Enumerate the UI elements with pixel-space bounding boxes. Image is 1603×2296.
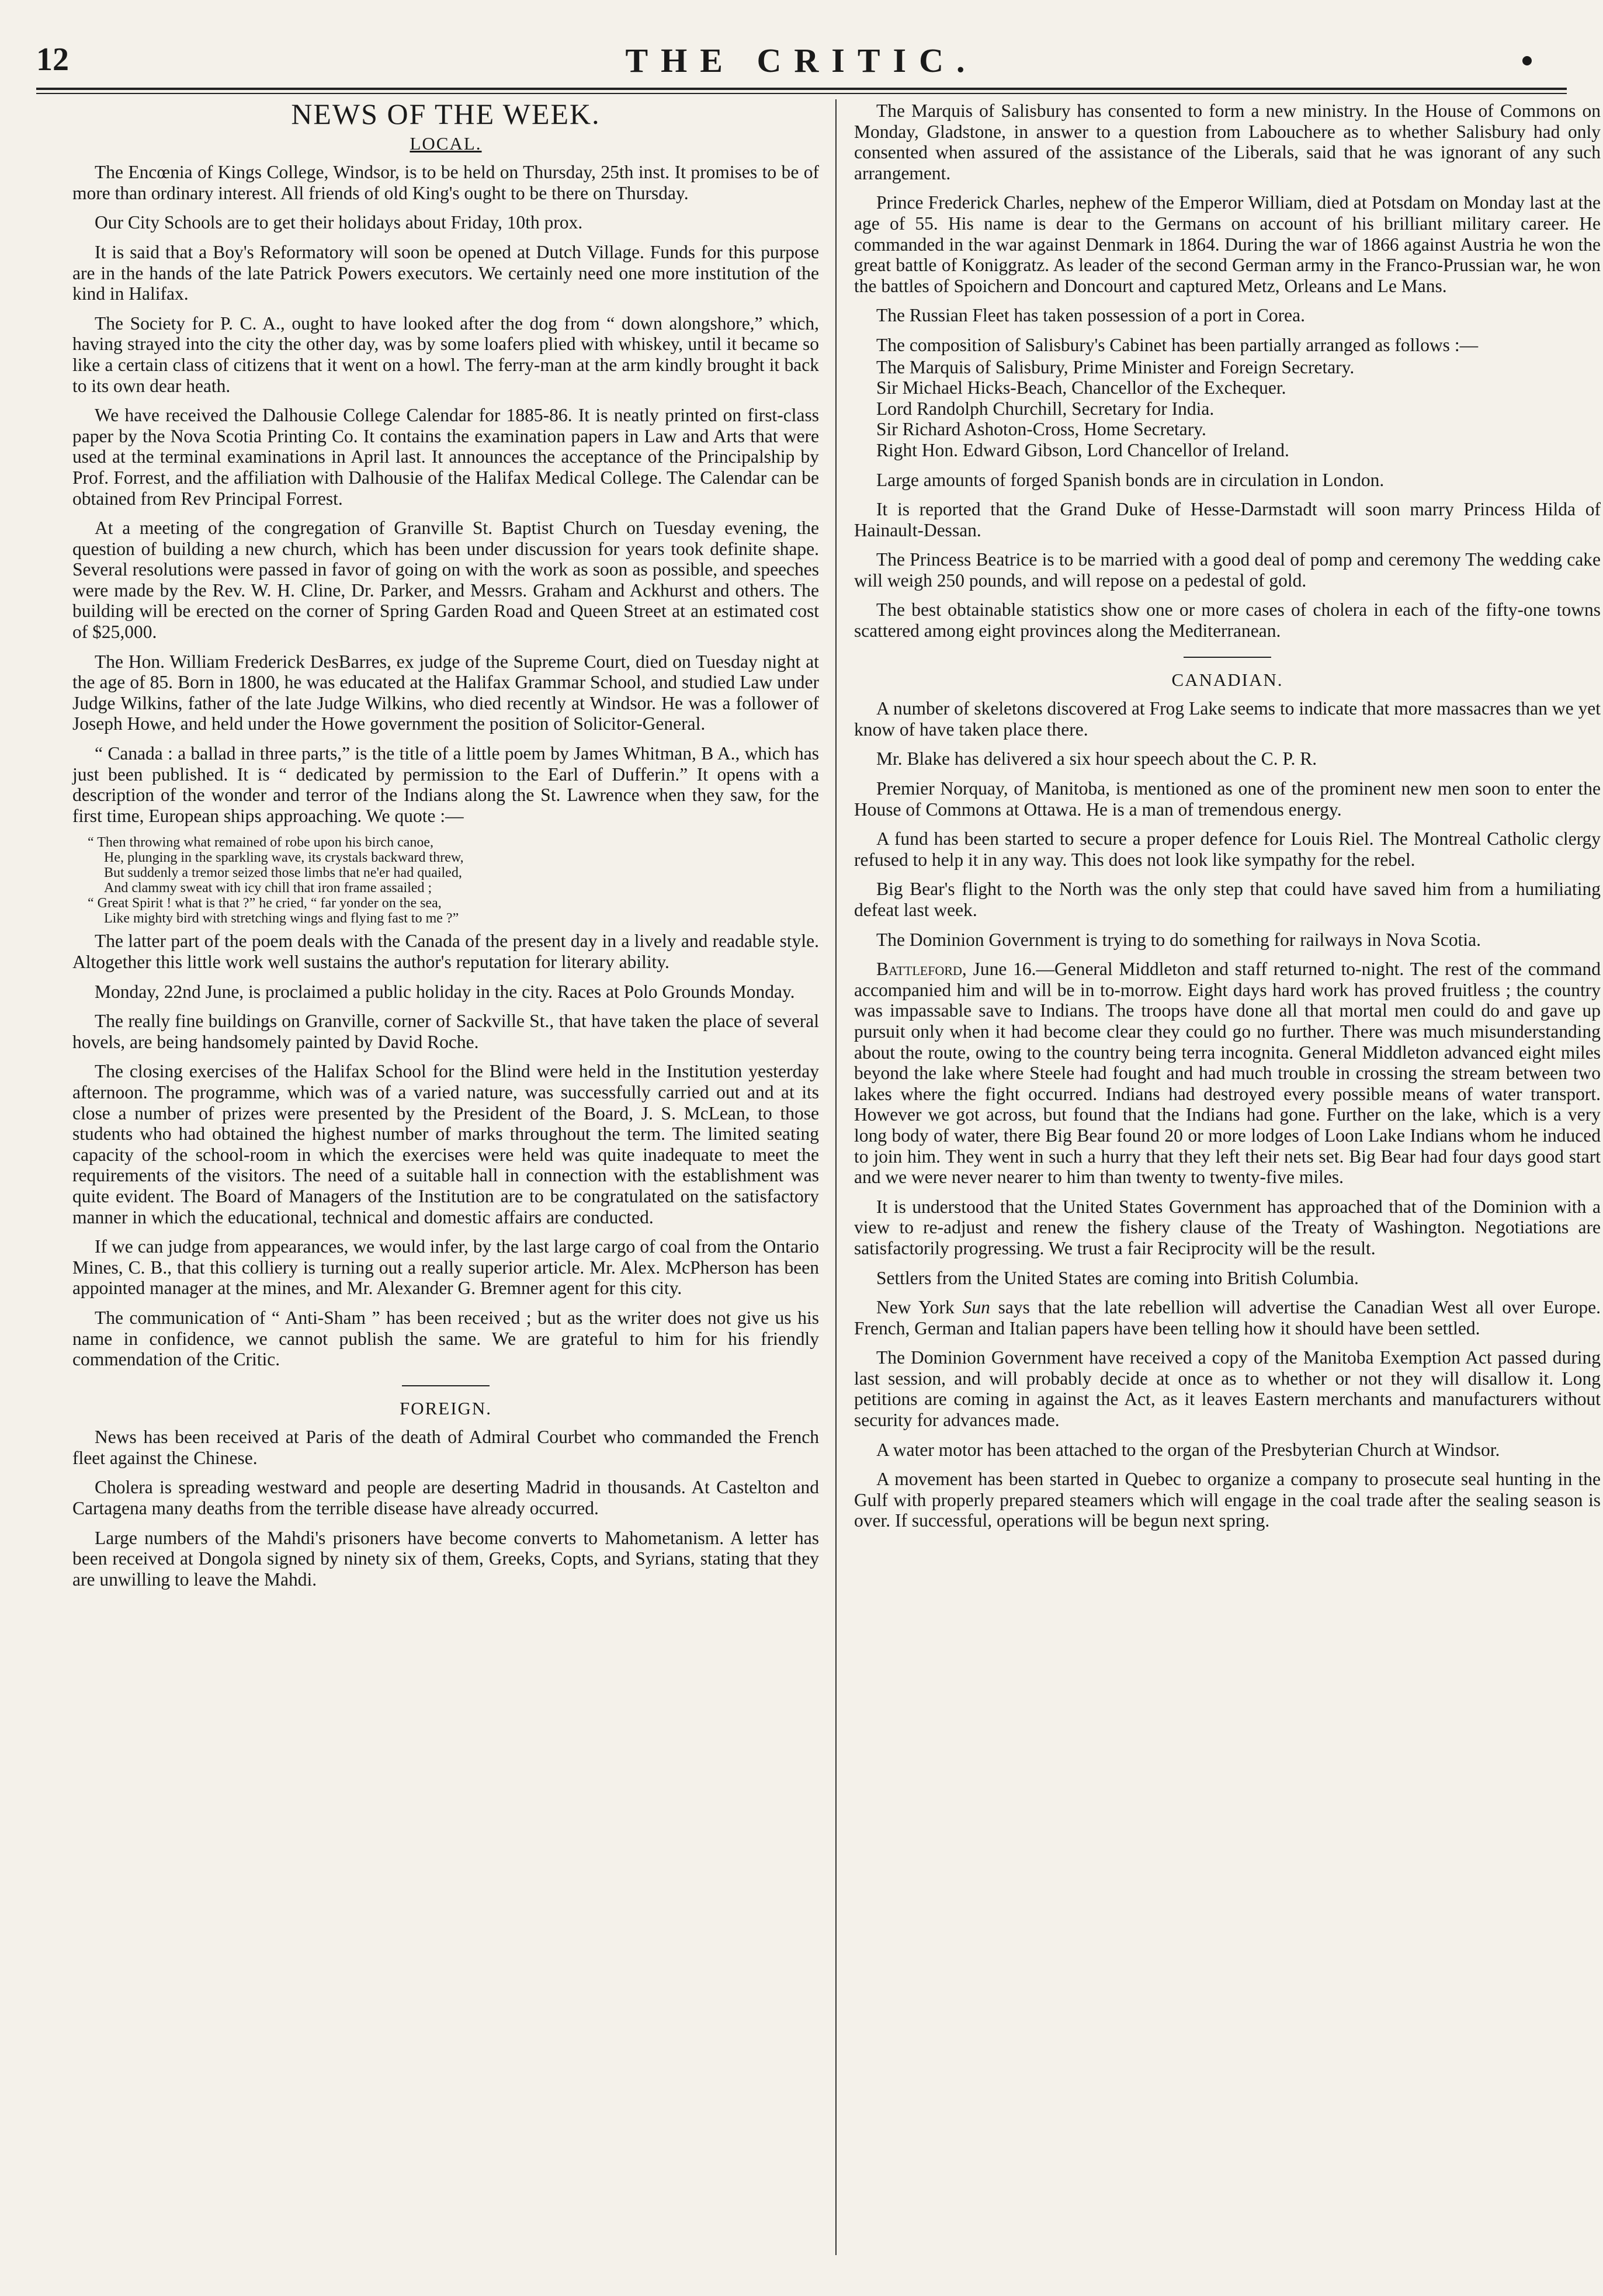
news-item: The Encœnia of Kings College, Windsor, is to be held on Thursday, 25th inst. It promises to be of more than ordinary interest. All friends of old King's ought to be there on Thursday. bbox=[72, 162, 819, 203]
canadian-heading: CANADIAN. bbox=[1171, 669, 1283, 690]
ny-sun-item bbox=[854, 1297, 1601, 1338]
verse-line: And clammy sweat with icy chill that iron frame assailed ; bbox=[104, 880, 432, 896]
news-item: The Marquis of Salisbury has consented to form a new ministry. In the House of Commons on Monday, Gladstone, in answer to a question from Labouchere as to whether Salisbury had only consented when assured of the assistance of the Liberals, said that he was ignorant of any such arrangement. bbox=[854, 100, 1601, 183]
news-item: The communication of “ Anti-Sham ” has been received ; but as the writer does not give us his name in confidence, we cannot publish the same. We are grateful to him for his friendly commendation of the Critic. bbox=[72, 1307, 819, 1370]
verse-line: “ Then throwing what remained of robe upon his birch canoe, bbox=[88, 835, 434, 851]
news-item: It is said that a Boy's Reformatory will soon be opened at Dutch Village. Funds for this purpose are in the hands of the late Patrick Powers executors. We certainly need one more institution of the kind in Halifax. bbox=[72, 241, 819, 304]
foreign-items-more bbox=[854, 470, 1601, 641]
column-divider bbox=[835, 99, 837, 2255]
local-heading: LOCAL. bbox=[410, 133, 482, 154]
dateline: Battleford, bbox=[876, 959, 967, 980]
news-item: Mr. Blake has delivered a six hour speech about the C. P. R. bbox=[876, 748, 1317, 769]
news-item: A water motor has been attached to the organ of the Presbyterian Church at Windsor. bbox=[876, 1439, 1500, 1460]
news-item: The latter part of the poem deals with the Canada of the present day in a lively and readable style. Altogether this little work well sustains the author's reputation for literary ability. bbox=[72, 931, 819, 972]
cabinet-list bbox=[854, 357, 1601, 461]
news-item: Big Bear's flight to the North was the only step that could have saved him from a humiliating defeat last week. bbox=[854, 879, 1601, 920]
section-title: NEWS OF THE WEEK. bbox=[291, 98, 601, 130]
news-item: Prince Frederick Charles, nephew of the Emperor William, died at Potsdam on Monday last at the age of 55. His name is dear to the Germans on account of his brilliant military career. He commanded in the war against Denmark in 1864. During the war of 1866 against Austria he won the great battle of Koniggratz. As leader of the second German army in the Franco-Prussian war, he won the battles of Spoichern and Doncourt and captured Metz, Orleans and Le Mans. bbox=[854, 192, 1601, 296]
verse-line: Like mighty bird with stretching wings and flying fast to me ?” bbox=[104, 911, 459, 927]
news-item: Cholera is spreading westward and people are deserting Madrid in thousands. At Castelton and Cartagena many deaths from the terrible disease have already occurred. bbox=[72, 1477, 819, 1519]
news-item: News has been received at Paris of the death of Admiral Courbet who commanded the French fleet against the Chinese. bbox=[72, 1427, 819, 1468]
right-column bbox=[854, 100, 1601, 1540]
news-item: The Russian Fleet has taken possession of a port in Corea. bbox=[876, 305, 1305, 326]
news-item: It is reported that the Grand Duke of Hesse-Darmstadt will soon marry Princess Hilda of Hainault-Dessan. bbox=[854, 499, 1601, 540]
page-number: 12 bbox=[36, 41, 69, 78]
news-item: Large numbers of the Mahdi's prisoners have become converts to Mahometanism. A letter has been received at Dongola signed by ninety six of them, Greeks, Copts, and Syrians, stating that they are unwilling to leave the Mahdi. bbox=[72, 1527, 819, 1590]
news-item: The closing exercises of the Halifax School for the Blind were held in the Institution yesterday afternoon. The programme, which was of a varied nature, was successfully carried out and at its close a number of prizes were presented by the President of the Board, J. S. McLean, to those students who had obtained the highest number of marks throughout the term. The limited seating capacity of the school-room in which the exercises were held was quite inadequate to meet the requirements of the visitors. The need of a suitable hall in connection with the establishment was quite evident. The Board of Managers of the Institution are to be congratulated on the satisfactory manner in which the educational, technical and domestic affairs are conducted. bbox=[72, 1061, 819, 1227]
news-item: Settlers from the United States are coming into British Columbia. bbox=[876, 1267, 1359, 1288]
cabinet-member: The Marquis of Salisbury, Prime Minister and Foreign Secretary. bbox=[876, 356, 1355, 377]
news-item: A movement has been started in Quebec to organize a company to prosecute seal hunting in the Gulf with properly prepared steamers which will engage in the coal trade after the sealing season is over. If successful, operations will be begun next spring. bbox=[854, 1469, 1601, 1531]
local-items-cont bbox=[72, 931, 819, 1369]
foreign-heading: FOREIGN. bbox=[399, 1397, 492, 1418]
header-rule bbox=[36, 88, 1567, 90]
news-item: Our City Schools are to get their holidays about Friday, 10th prox. bbox=[95, 212, 583, 233]
verse-line: “ Great Spirit ! what is that ?” he cried, “ far yonder on the sea, bbox=[88, 896, 442, 911]
newspaper-title: THE CRITIC. bbox=[625, 41, 978, 79]
news-item: A number of skeletons discovered at Frog Lake seems to indicate that more massacres than we yet know of have taken place there. bbox=[854, 698, 1601, 740]
ny-sun-post: says that the late rebellion will advertise the Canadian West all over Europe. French, German and Italian papers have been telling how it should have been settled. bbox=[854, 1297, 1601, 1338]
verse-line: But suddenly a tremor seized those limbs that ne'er had quailed, bbox=[104, 865, 462, 881]
cabinet-member: Right Hon. Edward Gibson, Lord Chancellor of Ireland. bbox=[876, 439, 1289, 460]
news-item: The Dominion Government is trying to do something for railways in Nova Scotia. bbox=[876, 929, 1481, 950]
battleford-report bbox=[854, 959, 1601, 1188]
news-item: At a meeting of the congregation of Granville St. Baptist Church on Tuesday evening, the question of building a new church, which has been under discussion for years took definite shape. Several resolutions were passed in favor of going on with the work as soon as possible, and speeches were made by the Rev. W. H. Cline, Dr. Parker, and Messrs. Graham and Ackhurst and others. The building will be erected on the corner of Spring Garden Road and Queen Street at an estimated cost of $25,000. bbox=[72, 518, 819, 643]
news-item: Large amounts of forged Spanish bonds are in circulation in London. bbox=[876, 469, 1385, 490]
news-item: Premier Norquay, of Manitoba, is mentioned as one of the prominent new men soon to enter the House of Commons at Ottawa. He is a man of tremendous energy. bbox=[854, 778, 1601, 820]
section-rule bbox=[1184, 657, 1271, 658]
news-item: The really fine buildings on Granville, corner of Sackville St., that have taken the place of several hovels, are being handsomely painted by David Roche. bbox=[72, 1011, 819, 1052]
left-column bbox=[72, 100, 819, 1598]
poem-quote bbox=[88, 835, 819, 926]
news-item: “ Canada : a ballad in three parts,” is the title of a little poem by James Whitman, B A., which has just been published. It is “ dedicated by permission to the Earl of Dufferin.” It opens with a description of the wonder and terror of the Indians along the St. Lawrence when they saw, for the first time, European ships approaching. We quote :— bbox=[72, 743, 819, 826]
masthead-dot bbox=[1522, 56, 1532, 65]
cabinet-member: Sir Michael Hicks-Beach, Chancellor of the Exchequer. bbox=[876, 377, 1286, 398]
masthead bbox=[36, 41, 1567, 82]
canadian-items-cont bbox=[854, 1196, 1601, 1288]
canadian-items bbox=[854, 698, 1601, 950]
news-item: The Hon. William Frederick DesBarres, ex judge of the Supreme Court, died on Tuesday night at the age of 85. Born in 1800, he was educated at the Halifax Grammar School, and studied Law under Judge Wilkins, father of the late Judge Wilkins, who died recently at Windsor. He was a follower of Joseph Howe, and held under the Howe government the position of Solicitor-General. bbox=[72, 651, 819, 734]
news-item: It is understood that the United States Government has approached that of the Dominion with a view to re-adjust and renew the fishery clause of the Treaty of Washington. Negotiations are satisfactorily progressing. We trust a fair Reciprocity will be the result. bbox=[854, 1196, 1601, 1258]
ny-sun-name: Sun bbox=[962, 1297, 990, 1318]
news-item: If we can judge from appearances, we would infer, by the last large cargo of coal from the Ontario Mines, C. B., that this colliery is turning out a really superior article. Mr. Alex. McPherson has been appointed manager at the mines, and Mr. Alexander G. Bremner agent for this city. bbox=[72, 1236, 819, 1299]
news-item: The Society for P. C. A., ought to have looked after the dog from “ down alongshore,” which, having strayed into the city the other day, was by some loafers plied with whiskey, until it became so like a certain class of citizens that it went on a howl. The ferry-man at the arm kindly brought it back to its own dear heath. bbox=[72, 313, 819, 396]
foreign-items bbox=[72, 1427, 819, 1590]
header-rule-thin bbox=[36, 93, 1567, 94]
local-items bbox=[72, 162, 819, 826]
canadian-items-more bbox=[854, 1347, 1601, 1531]
news-item: The best obtainable statistics show one or more cases of cholera in each of the fifty-one towns scattered among eight provinces along the Mediterranean. bbox=[854, 599, 1601, 641]
battleford-text: June 16.—General Middleton and staff returned to-night. The rest of the command accompanied him and will be in to-morrow. Eight days hard work has proved fruitless ; the country was impassable save to Indians. The troops have done all that mortal men could do and gave up pursuit only when it had become clear they could go no further. There was much misunderstanding about the route, owing to the country being terra incognita. General Middleton advanced eight miles beyond the lake where Steele had fought and had much trouble in crossing the stream between two lakes where the fight occurred. Indians had destroyed every possible means of water transport. However we got across, but found that the Indians had gone. Further on the lake, which is a very long body of water, there Big Bear found 20 or more lodges of Loon Lake Indians whom he induced to join him. They went in such a hurry that they left their nets set. Big Bear had four days good start and we were never nearer to him than twenty to twenty-five miles. bbox=[854, 959, 1601, 1188]
news-item: The Dominion Government have received a copy of the Manitoba Exemption Act passed during last session, and will probably decide at once as to whether or not they will disallow it. Long petitions are coming in against the Act, as it leaves Eastern merchants and manufacturers without security for advances made. bbox=[854, 1347, 1601, 1431]
ny-sun-pre: New York bbox=[876, 1297, 955, 1318]
cabinet-member: Sir Richard Ashoton-Cross, Home Secretary. bbox=[876, 419, 1206, 440]
news-item: We have received the Dalhousie College Calendar for 1885-86. It is neatly printed on first-class paper by the Nova Scotia Printing Co. It contains the examination papers in Law and Arts that were used at the terminal examinations in April last. It announces the acceptance of the Principalship by Prof. Forrest, and the affiliation with Dalhousie of the Halifax Medical College. The Calendar can be obtained from Rev Principal Forrest. bbox=[72, 405, 819, 509]
verse-line: He, plunging in the sparkling wave, its crystals backward threw, bbox=[104, 850, 464, 866]
news-item: Monday, 22nd June, is proclaimed a public holiday in the city. Races at Polo Grounds Monday. bbox=[95, 981, 795, 1002]
section-rule bbox=[402, 1385, 490, 1386]
foreign-items-cont bbox=[854, 100, 1601, 326]
cabinet-member: Lord Randolph Churchill, Secretary for India. bbox=[876, 398, 1215, 419]
cabinet-intro: The composition of Salisbury's Cabinet has been partially arranged as follows :— bbox=[876, 334, 1479, 355]
news-item: The Princess Beatrice is to be married with a good deal of pomp and ceremony The wedding cake will weigh 250 pounds, and will repose on a pedestal of gold. bbox=[854, 549, 1601, 591]
news-item: A fund has been started to secure a proper defence for Louis Riel. The Montreal Catholic clergy refused to help it in any way. This does not look like sympathy for the rebel. bbox=[854, 828, 1601, 870]
